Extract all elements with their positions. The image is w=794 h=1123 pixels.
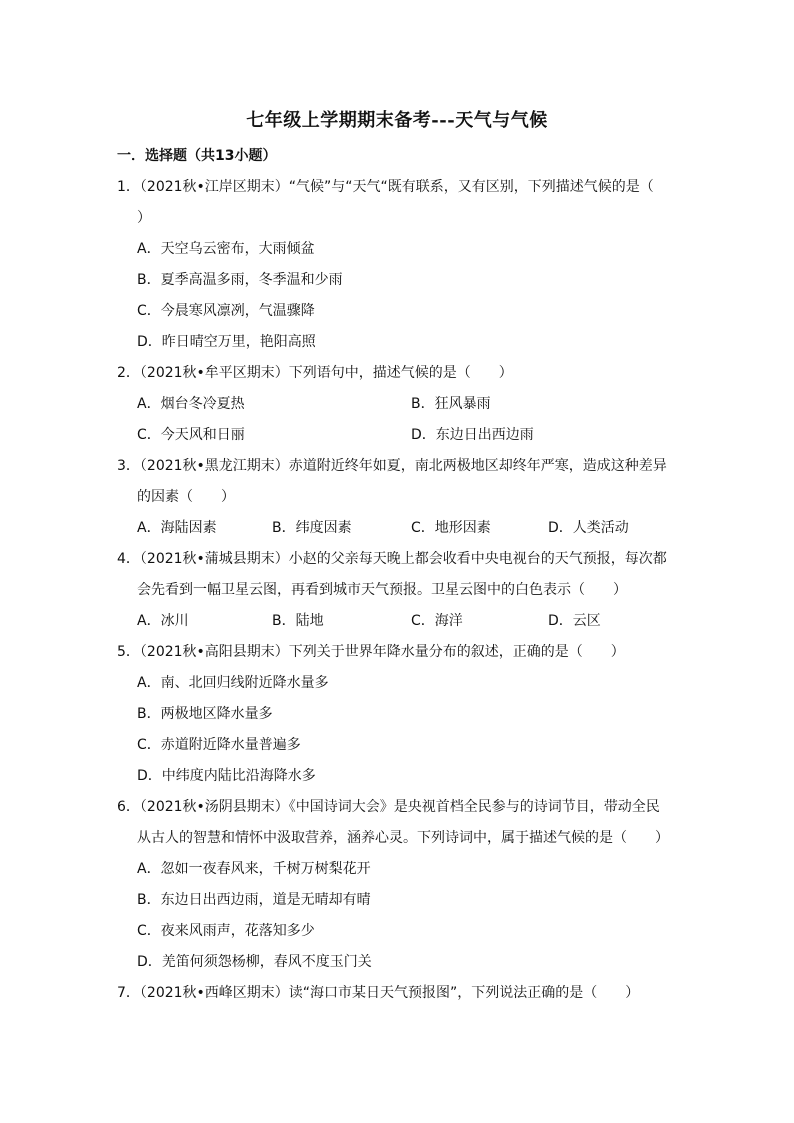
question-2-stem: 2．（2021秋•牟平区期末）下列语句中，描述气候的是（ ） (117, 365, 513, 381)
question-4-stem: 4．（2021秋•蒲城县期末）小赵的父亲每天晚上都会收看中央电视台的天气预报，每次都 (117, 551, 667, 567)
question-1-option-a: A．天空乌云密布，大雨倾盆 (137, 241, 315, 257)
question-2-option-a: A．烟台冬冷夏热 (137, 396, 245, 412)
question-2-option-b: B．狂风暴雨 (411, 396, 491, 412)
question-5-option-a: A．南、北回归线附近降水量多 (137, 675, 329, 691)
question-4-stem-cont: 会先看到一幅卫星云图，再看到城市天气预报。卫星云图中的白色表示（ ） (137, 582, 627, 598)
question-5-option-b: B．两极地区降水量多 (137, 706, 273, 722)
question-6-option-b: B．东边日出西边雨，道是无晴却有晴 (137, 892, 371, 908)
question-3-option-c: C．地形因素 (411, 520, 491, 536)
question-4-option-c: C．海洋 (411, 613, 463, 629)
question-2-option-c: C．今天风和日丽 (137, 427, 245, 443)
question-1-option-c: C．今晨寒风凛冽，气温骤降 (137, 303, 315, 319)
question-1-stem: 1．（2021秋•江岸区期末）“气候”与“天气“既有联系，又有区别，下列描述气候的是（ (117, 179, 654, 195)
question-5-stem: 5．（2021秋•高阳县期末）下列关于世界年降水量分布的叙述，正确的是（ ） (117, 644, 625, 660)
question-3-option-a: A．海陆因素 (137, 520, 217, 536)
question-6-stem: 6．（2021秋•汤阴县期末）《中国诗词大会》是央视首档全民参与的诗词节目，带动全民 (117, 799, 660, 815)
question-6-option-a: A．忽如一夜春风来，千树万树梨花开 (137, 861, 371, 877)
question-1-stem-cont: ） (137, 210, 151, 226)
question-4-option-d: D．云区 (548, 613, 601, 629)
page-title: 七年级上学期期末备考---天气与气候 (246, 110, 548, 131)
question-6-option-d: D．羌笛何须怨杨柳，春风不度玉门关 (137, 954, 372, 970)
question-3-stem: 3．（2021秋•黑龙江期末）赤道附近终年如夏，南北两极地区却终年严寒，造成这种差异 (117, 458, 667, 474)
question-3-option-d: D．人类活动 (548, 520, 629, 536)
question-3-option-b: B．纬度因素 (272, 520, 352, 536)
question-5-option-c: C．赤道附近降水量普遍多 (137, 737, 301, 753)
question-4-option-b: B．陆地 (272, 613, 324, 629)
question-6-option-c: C．夜来风雨声，花落知多少 (137, 923, 315, 939)
question-5-option-d: D．中纬度内陆比沿海降水多 (137, 768, 316, 784)
question-4-option-a: A．冰川 (137, 613, 189, 629)
section-heading: 一．选择题（共13小题） (117, 148, 277, 164)
question-2-option-d: D．东边日出西边雨 (411, 427, 534, 443)
question-6-stem-cont: 从古人的智慧和情怀中汲取营养，涵养心灵。下列诗词中，属于描述气候的是（ ） (137, 830, 669, 846)
question-1-option-b: B．夏季高温多雨，冬季温和少雨 (137, 272, 343, 288)
question-1-option-d: D．昨日晴空万里，艳阳高照 (137, 334, 316, 350)
question-7-stem: 7．（2021秋•西峰区期末）读“海口市某日天气预报图”，下列说法正确的是（ ） (117, 985, 640, 1001)
question-3-stem-cont: 的因素（ ） (137, 489, 235, 505)
